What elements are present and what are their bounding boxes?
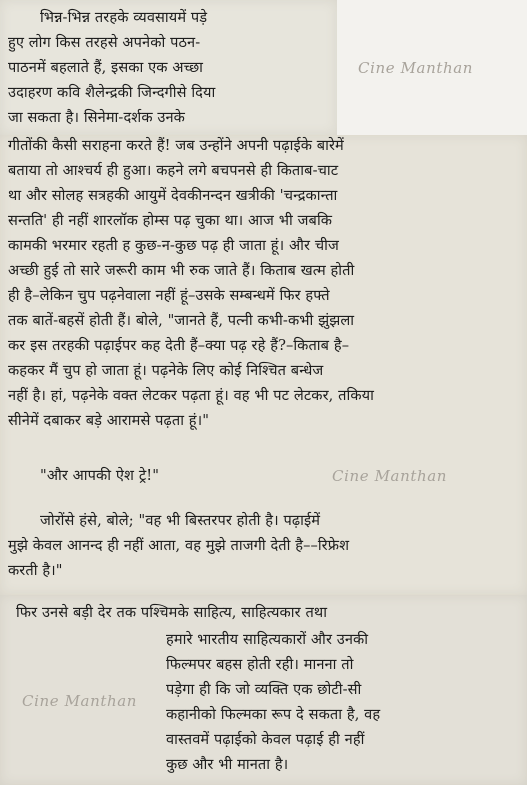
paragraph-line: कामकी भरमार रहती ह कुछ-न-कुछ पढ़ ही जाता हूं। और चीज	[8, 237, 339, 254]
paragraph-line: गीतोंकी कैसी सराहना करते हैं! जब उन्होंने अपनी पढ़ाईके बारेमें	[8, 137, 344, 154]
paragraph-line: करती है।"	[8, 562, 63, 579]
paragraph-line: वास्तवमें पढ़ाईको केवल पढ़ाई ही नहीं	[166, 731, 365, 748]
paragraph-line: नहीं है। हां, पढ़नेके वक्त लेटकर पढ़ता हूं। वह भी पट लेटकर, तकिया	[8, 387, 374, 404]
paragraph-line: कुछ और भी मानता है।	[166, 756, 289, 773]
paragraph-line: था और सोलह सत्रहकी आयुमें देवकीनन्दन खत्रीकी 'चन्द्रकान्ता	[8, 187, 338, 204]
paragraph-line: बताया तो आश्चर्य ही हुआ। कहने लगे बचपनसे ही किताब-चाट	[8, 162, 339, 179]
paragraph-line: कहानीको फिल्मका रूप दे सकता है, वह	[166, 706, 381, 723]
paragraph-line: हुए लोग किस तरहसे अपनेको पठन-	[8, 34, 201, 51]
paragraph-line: कहकर मैं चुप हो जाता हूं। पढ़नेके लिए कोई निश्चित बन्धेज	[8, 362, 324, 379]
paragraph-line: भिन्न-भिन्न तरहके व्यवसायमें पड़े	[40, 9, 208, 26]
watermark-text: Cine Manthan	[358, 59, 474, 77]
paragraph-line: उदाहरण कवि शैलेन्द्रकी जिन्दगीसे दिया	[8, 84, 216, 101]
watermark-text: Cine Manthan	[332, 467, 448, 485]
paragraph-line: हमारे भारतीय साहित्यकारों और उनकी	[166, 631, 369, 648]
paragraph-line: तक बातें-बहसें होती हैं। बोले, "जानते हैं, पत्नी कभी-कभी झुंझला	[8, 312, 355, 329]
paragraph-line: "और आपकी ऐश ट्रे!"	[40, 467, 160, 484]
paragraph-line: जोरोंसे हंसे, बोले; "वह भी बिस्तरपर होती है। पढ़ाईमें	[40, 512, 321, 529]
paragraph-line: पड़ेगा ही कि जो व्यक्ति एक छोटी-सी	[166, 681, 362, 698]
watermark-text: Cine Manthan	[22, 692, 138, 710]
paragraph-line: पाठनमें बहलाते हैं, इसका एक अच्छा	[8, 59, 204, 76]
paragraph-line: फिल्मपर बहस होती रही। मानना तो	[166, 656, 354, 673]
paragraph-line: कर इस तरहकी पढ़ाईपर कह देती हैं–क्या पढ़ रहे हैं?–किताब है–	[8, 337, 350, 354]
paragraph-line: सन्तति' ही नहीं शारलॉक होम्स पढ़ चुका था। आज भी जबकि	[8, 212, 333, 229]
paragraph-line: मुझे केवल आनन्द ही नहीं आता, वह मुझे ताजगी देती है––रिफ्रेश	[8, 537, 350, 554]
paragraph-line: अच्छी हुई तो सारे जरूरी काम भी रुक जाते हैं। किताब खत्म होती	[8, 262, 355, 279]
paragraph-line: फिर उनसे बड़ी देर तक पश्चिमके साहित्य, साहित्यकार तथा	[16, 604, 328, 621]
paragraph-line: सीनेमें दबाकर बड़े आरामसे पढ़ता हूं।"	[8, 412, 210, 429]
paragraph-line: जा सकता है। सिनेमा-दर्शक उनके	[8, 109, 185, 126]
paragraph-line: ही है–लेकिन चुप पढ़नेवाला नहीं हूं–उसके सम्बन्धमें फिर हफ्ते	[8, 287, 330, 304]
